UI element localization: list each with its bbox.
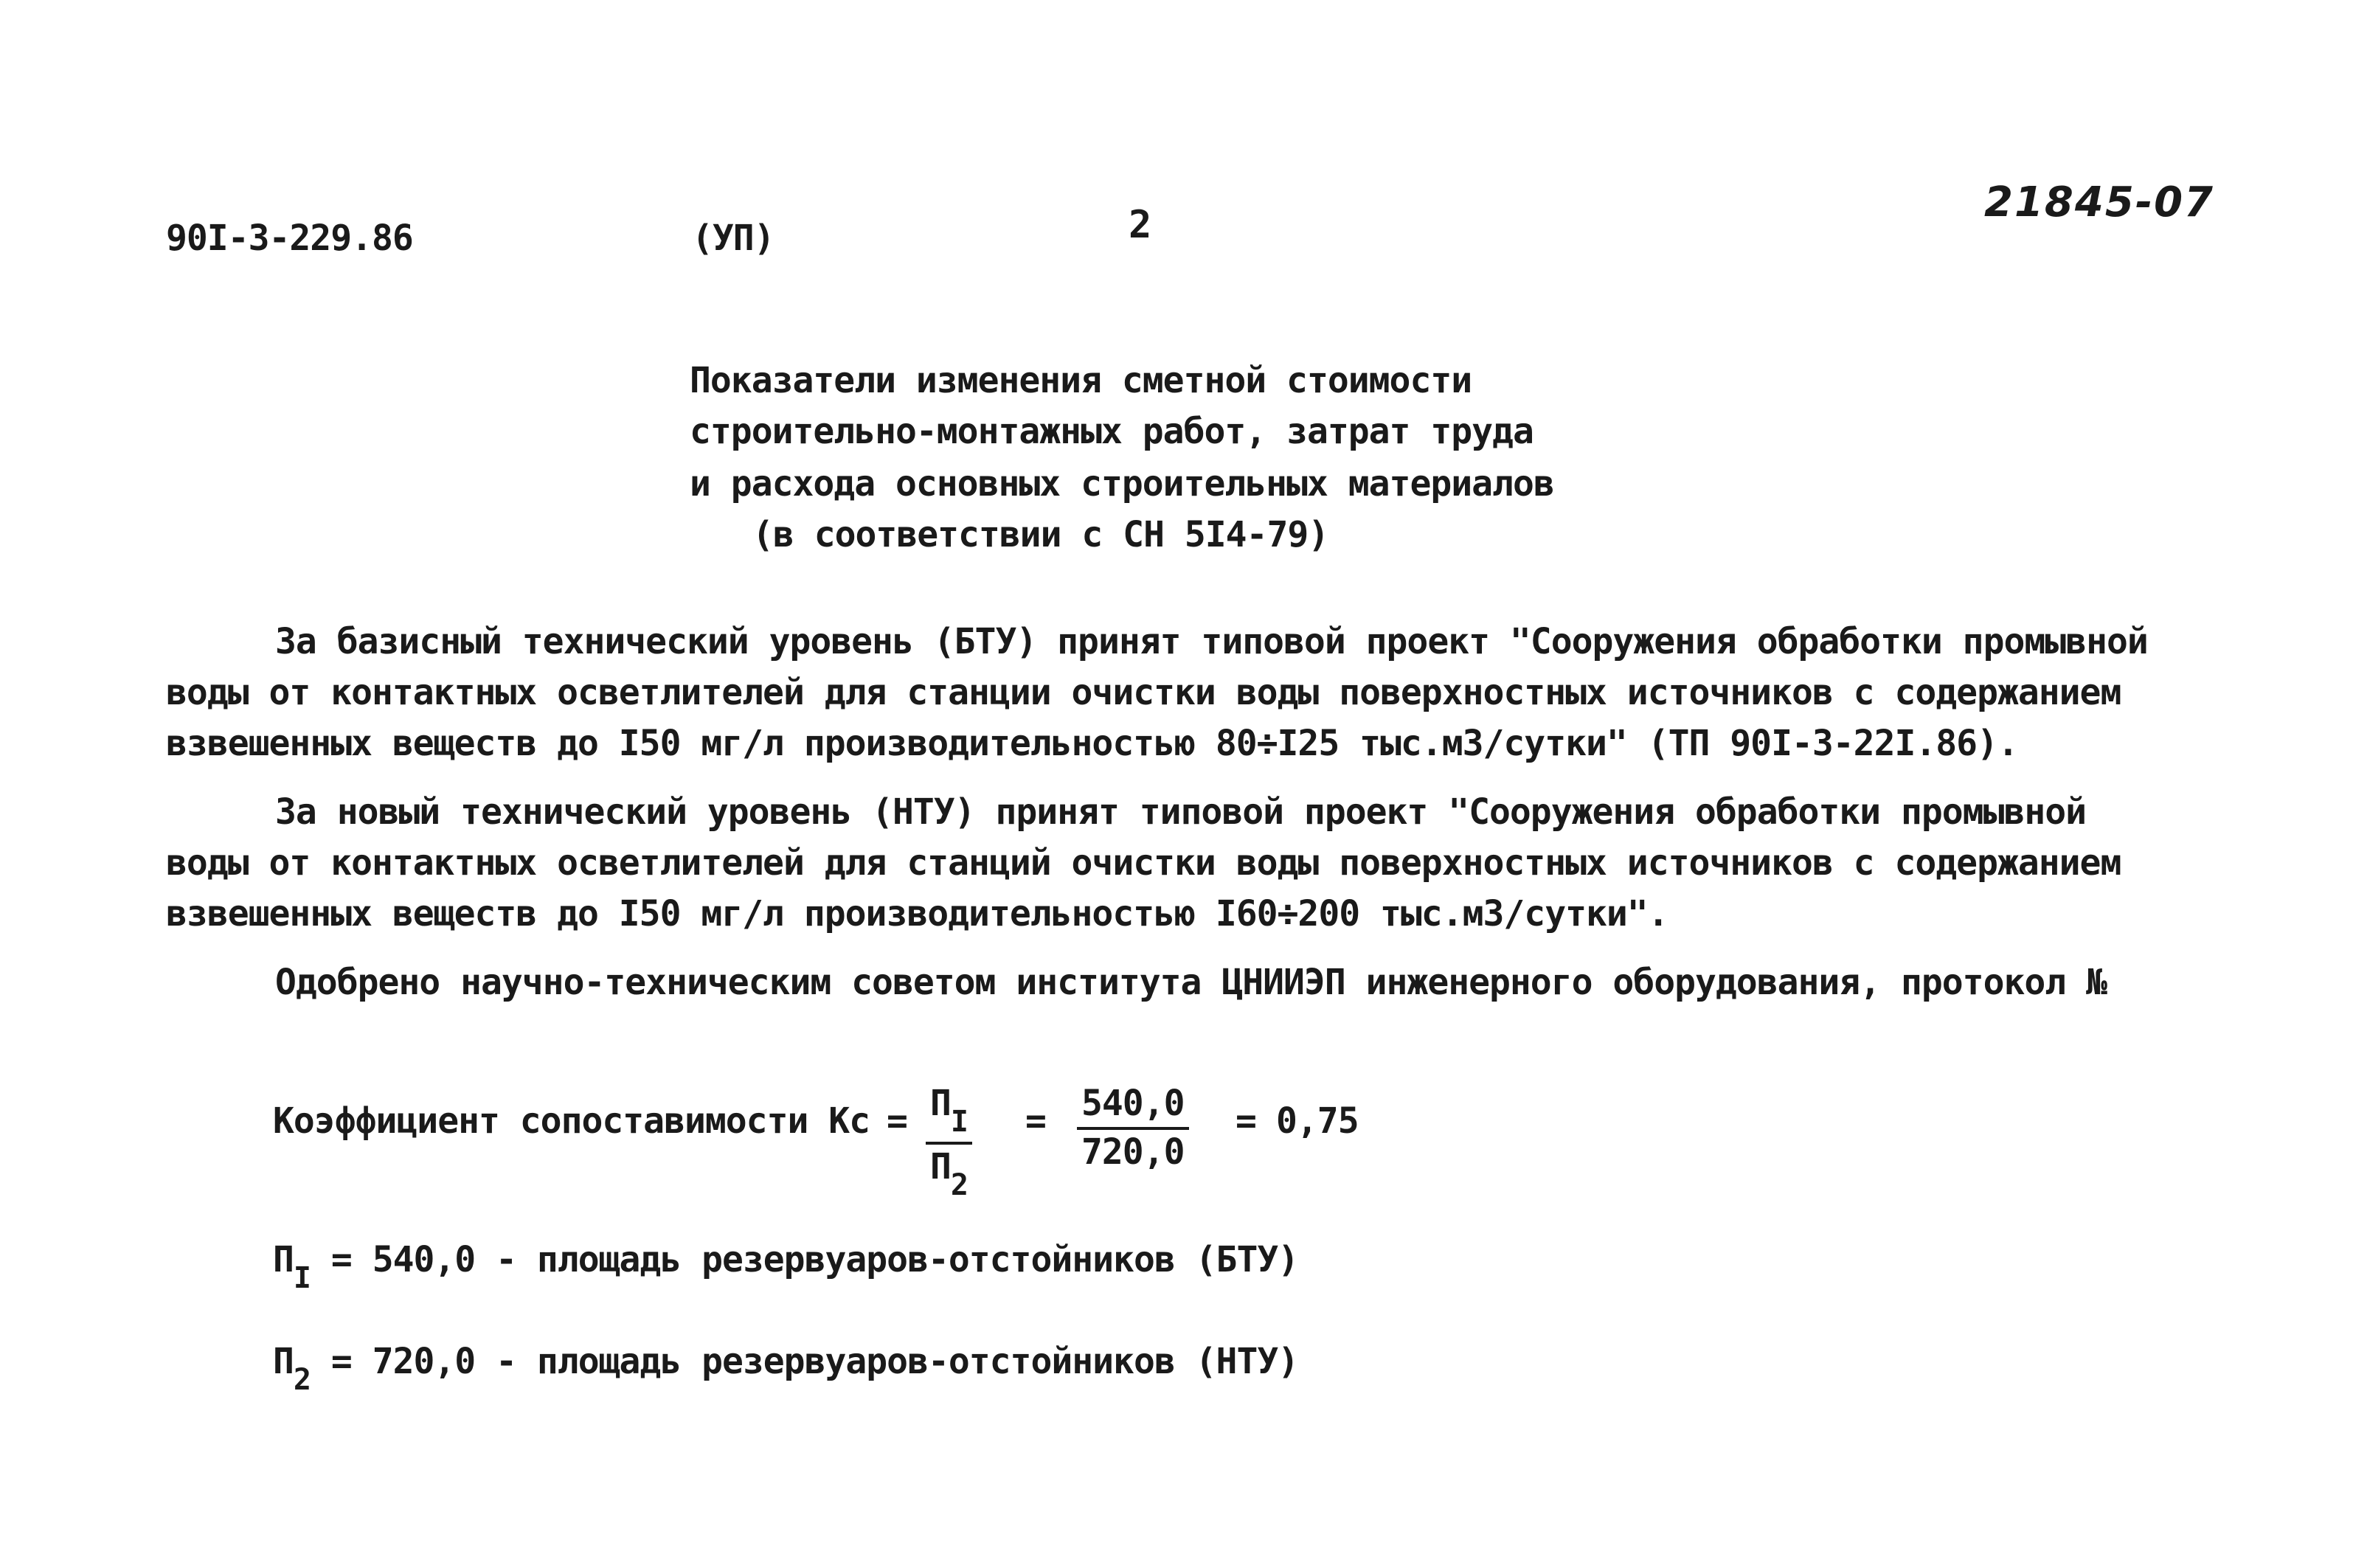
paragraph-line: За базисный технический уровень (БТУ) принят типовой проект "Сооружения обработки промывной [275, 621, 2148, 662]
definition-symbol: $П_2$ [273, 1341, 311, 1397]
title-line-3: и расхода основных строительных материалов [690, 463, 1554, 504]
paragraph-new-level [166, 787, 2121, 940]
fraction-denominator: $П_2$ [930, 1146, 968, 1202]
fraction-denominator: 720,0 [1081, 1131, 1185, 1173]
area-fraction [926, 1083, 972, 1202]
paragraph-base-level [166, 617, 2148, 769]
paragraph-line: воды от контактных осветлителей для станции очистки воды поверхностных источников с содержанием [166, 672, 2121, 713]
title-line-4: (в соответствии с СН 5I4-79) [752, 514, 1329, 555]
paragraph-line: воды от контактных осветлителей для станций очистки воды поверхностных источников с содержанием [166, 842, 2121, 884]
definition-p1 [273, 1239, 1298, 1295]
equals-sign: = [1025, 1100, 1046, 1142]
paragraph-line: Одобрено научно-техническим советом института ЦНИИЭП инженерного оборудования, протокол № [275, 962, 2107, 1003]
paragraph-approval [166, 957, 2107, 1008]
value-fraction [1077, 1083, 1189, 1173]
formula-label: Коэффициент сопоставимости Кс [273, 1100, 870, 1142]
fraction-numerator: 540,0 [1077, 1083, 1189, 1130]
page-number: 2 [1129, 203, 1152, 247]
definition-text: = 540,0 - площадь резервуаров-отстойников (БТУ) [330, 1239, 1299, 1280]
formula-result: 0,75 [1276, 1100, 1359, 1142]
definition-symbol: $П_I$ [273, 1239, 311, 1295]
paragraph-line: За новый технический уровень (НТУ) принят типовой проект "Сооружения обработки промывной [275, 791, 2087, 833]
title-line-1: Показатели изменения сметной стоимости [690, 360, 1472, 401]
definition-text: = 720,0 - площадь резервуаров-отстойников (НТУ) [330, 1341, 1299, 1382]
equals-sign: = [887, 1100, 907, 1142]
document-mark: (УП) [692, 218, 774, 259]
title-line-2: строительно-монтажных работ, затрат труда [690, 411, 1534, 452]
definition-p2 [273, 1341, 1298, 1397]
document-code: 90I-3-229.86 [166, 218, 413, 259]
equals-sign: = [1236, 1100, 1256, 1142]
inventory-number: 21845-07 [1984, 178, 2214, 226]
paragraph-line: взвешенных веществ до I50 мг/л производительностью I60÷200 тыс.м3/сутки". [166, 893, 1668, 934]
fraction-numerator: $П_I$ [926, 1083, 972, 1145]
paragraph-line: взвешенных веществ до I50 мг/л производительностью 80÷I25 тыс.м3/сутки" (ТП 90I-3-22I.86). [166, 723, 2018, 764]
